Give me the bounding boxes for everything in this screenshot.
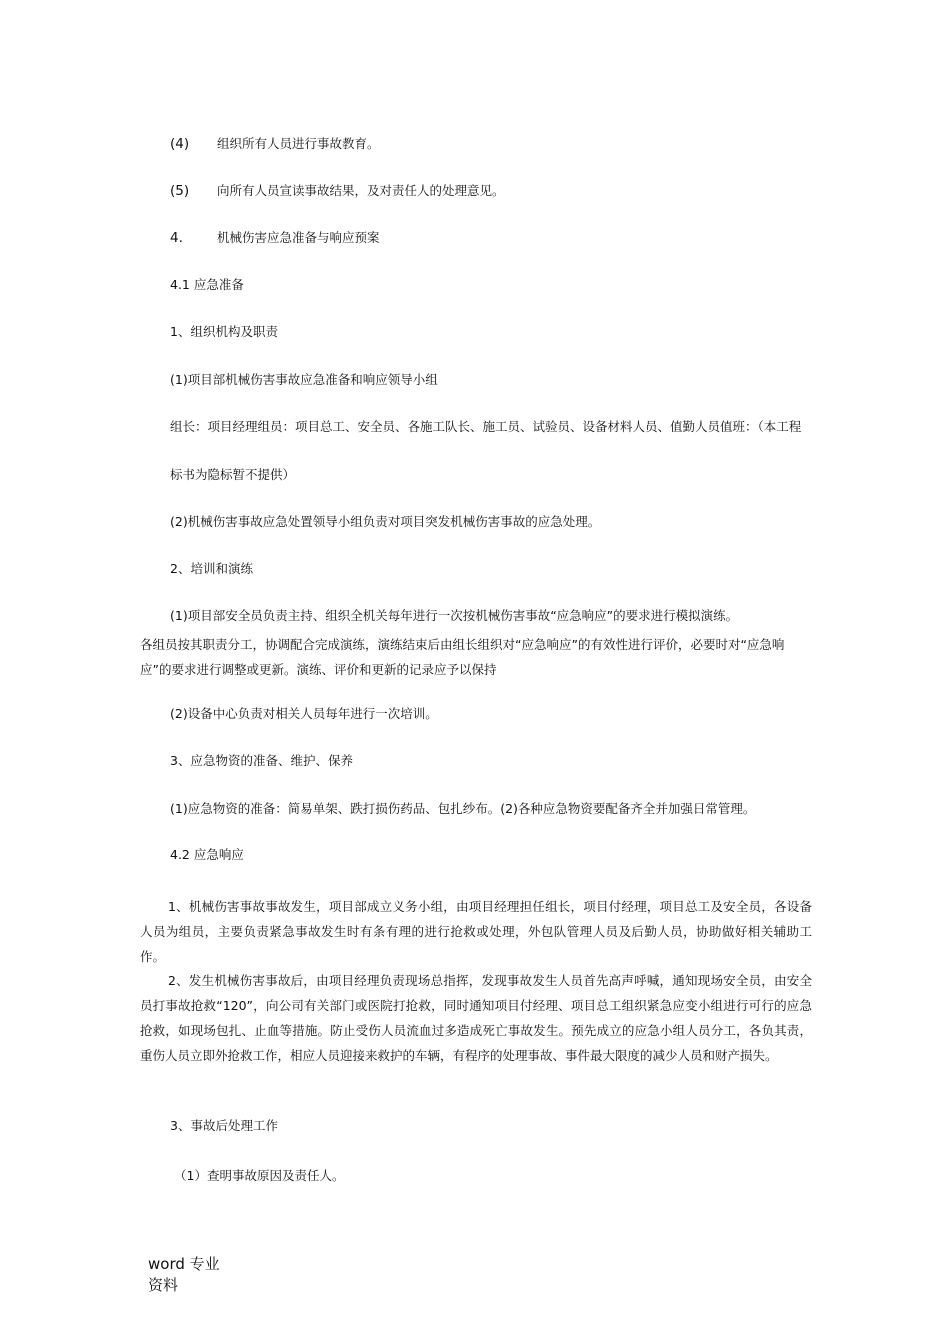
paragraph: (1)项目部机械伤害事故应急准备和响应领导小组 (170, 372, 438, 387)
paragraph-block (140, 894, 812, 969)
paragraph: (1)应急物资的准备：简易单架、跌打损伤药品、包扎纱布。(2)各种应急物资要配备齐全并加强日常管理。 (170, 801, 756, 816)
footer-line: 资料 (148, 1276, 179, 1294)
heading: 3、应急物资的准备、维护、保养 (170, 753, 353, 768)
paragraph: 各组员按其职责分工，协调配合完成演练，演练结束后由组长组织对“应急响应”的有效性进行评价，必要时对“应急响 (140, 637, 785, 652)
paragraph: 应”的要求进行调整或更新。演练、评价和更新的记录应予以保持 (140, 662, 497, 677)
paragraph: 1、机械伤害事故事故发生，项目部成立义务小组，由项目经理担任组长，项目付经理，项目总工及安全员，各设备人员为组员，主要负责紧急事故发生时有条有理的进行抢救或处理，外包队管理人员及后勤人员，协助做好相关辅助工作。 (140, 899, 812, 964)
paragraph: (2)机械伤害事故应急处置领导小组负责对项目突发机械伤害事故的应急处理。 (170, 514, 601, 529)
paragraph: 2、发生机械伤害事故后，由项目经理负责现场总指挥，发现事故发生人员首先高声呼喊，通知现场安全员，由安全员打事故抢救“120”，向公司有关部门或医院打抢救，同时通知项目付经理、项目总工组织紧急应变小组进行可行的应急抢救，如现场包扎、止血等措施。防止受伤人员流血过多造成死亡事故发生。预先成立的应急小组人员分工，各负其责，重伤人员立即外抢救工作，相应人员迎接来救护的车辆，有程序的处理事故、事件最大限度的减少人员和财产损失。 (140, 973, 812, 1063)
subsection-heading: 4.2 应急响应 (170, 847, 244, 862)
item-number: (4) (170, 136, 190, 152)
section-heading: 机械伤害应急准备与响应预案 (217, 230, 380, 245)
heading: 3、事故后处理工作 (170, 1118, 278, 1133)
subsection-heading: 4.1 应急准备 (170, 277, 244, 292)
item-number: (5) (170, 183, 190, 199)
paragraph: (1)项目部安全员负责主持、组织全机关每年进行一次按机械伤害事故“应急响应”的要求进行模拟演练。 (170, 608, 739, 623)
paragraph: （1）查明事故原因及责任人。 (174, 1168, 345, 1183)
paragraph-block (140, 968, 812, 1068)
footer-line: word 专业 (148, 1255, 220, 1273)
paragraph: 标书为隐标暂不提供） (170, 467, 296, 482)
item-text: 向所有人员宣读事故结果，及对责任人的处理意见。 (217, 183, 505, 198)
paragraph: 组长：项目经理组员：项目总工、安全员、各施工队长、施工员、试验员、设备材料人员、值勤人员值班：（本工程 (170, 419, 802, 434)
heading: 2、培训和演练 (170, 561, 253, 576)
section-number: 4. (170, 230, 183, 246)
item-text: 组织所有人员进行事故教育。 (217, 136, 380, 151)
heading: 1、组织机构及职责 (170, 324, 278, 339)
paragraph: (2)设备中心负责对相关人员每年进行一次培训。 (170, 706, 438, 721)
